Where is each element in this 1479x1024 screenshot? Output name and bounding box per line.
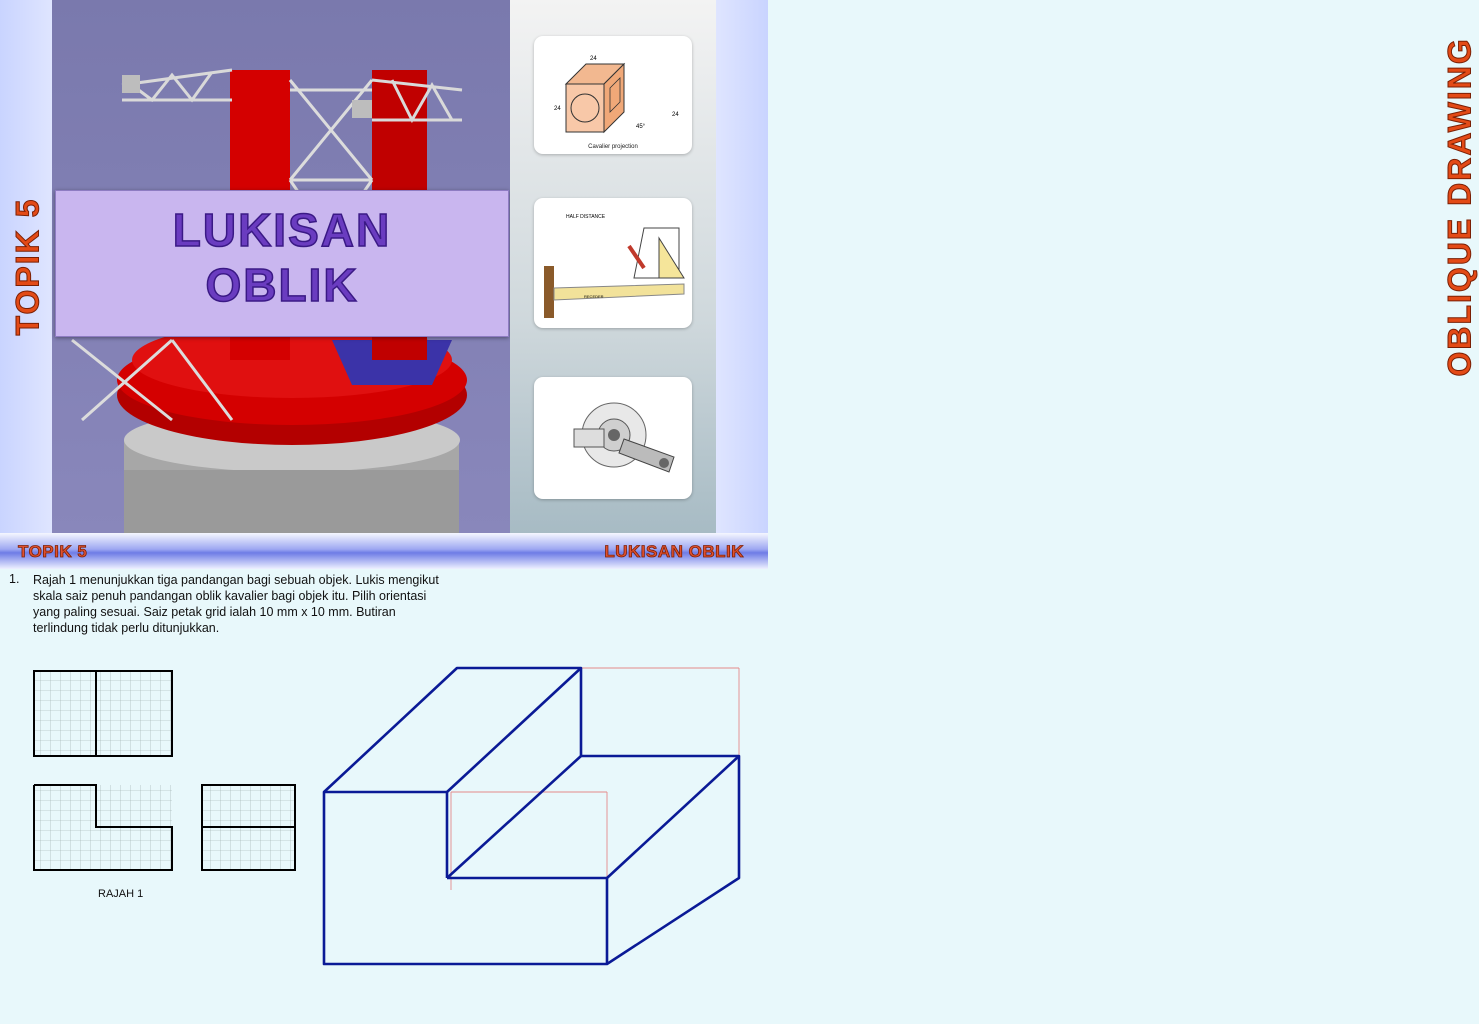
cavalier-cube-drawing (534, 36, 692, 154)
header-title: LUKISAN OBLIK (604, 542, 744, 561)
cube-angle: 45° (636, 124, 646, 130)
question-area (0, 570, 768, 1024)
half-distance-label: HALF DISTANCE (566, 214, 606, 220)
example-photos-column (510, 0, 716, 533)
question-number: 1. (9, 572, 20, 586)
pulley-sketch (534, 377, 692, 499)
figure-label: RAJAH 1 (98, 888, 144, 900)
right-band (716, 0, 1478, 533)
view-front (34, 785, 172, 870)
cube-dim-left: 24 (554, 106, 561, 112)
cover-title-line2: OBLIK (205, 259, 359, 311)
view-plan (34, 671, 172, 756)
header-bar (0, 533, 768, 569)
header-topic: TOPIK 5 (18, 542, 88, 561)
question-text: Rajah 1 menunjukkan tiga pandangan bagi sebuah objek. Lukis mengikut skala saiz penuh pandangan oblik kavalier bagi objek itu. Pilih orientasi yang paling sesuai. Saiz petak grid ialah 10 mm x 10 mm. Butiran terlindung tidak perlu ditunjukkan. (33, 573, 439, 635)
left-band (0, 0, 52, 533)
receder-label: RECEDER (584, 294, 604, 299)
figure-drawings (0, 570, 768, 1024)
topik-vertical-title: TOPIK 5 (9, 197, 46, 336)
cube-dim-right: 24 (672, 112, 679, 118)
view-side (202, 785, 295, 870)
cover-title-box (55, 190, 509, 337)
cover-title-line1: LUKISAN (172, 204, 392, 256)
pulley-sketch-card (534, 377, 692, 499)
drawing-tools-card (534, 198, 692, 328)
object-outline (324, 668, 739, 964)
oblique-drawing (324, 668, 739, 964)
construction-lines (451, 668, 739, 890)
cavalier-projection-card (534, 36, 692, 154)
cavalier-caption: Cavalier projection (588, 144, 638, 150)
set-square-drawing (534, 198, 692, 328)
oblique-drawing-vertical-title: OBLIQUE DRAWING (1441, 37, 1478, 377)
cube-dim-top: 24 (590, 56, 597, 62)
